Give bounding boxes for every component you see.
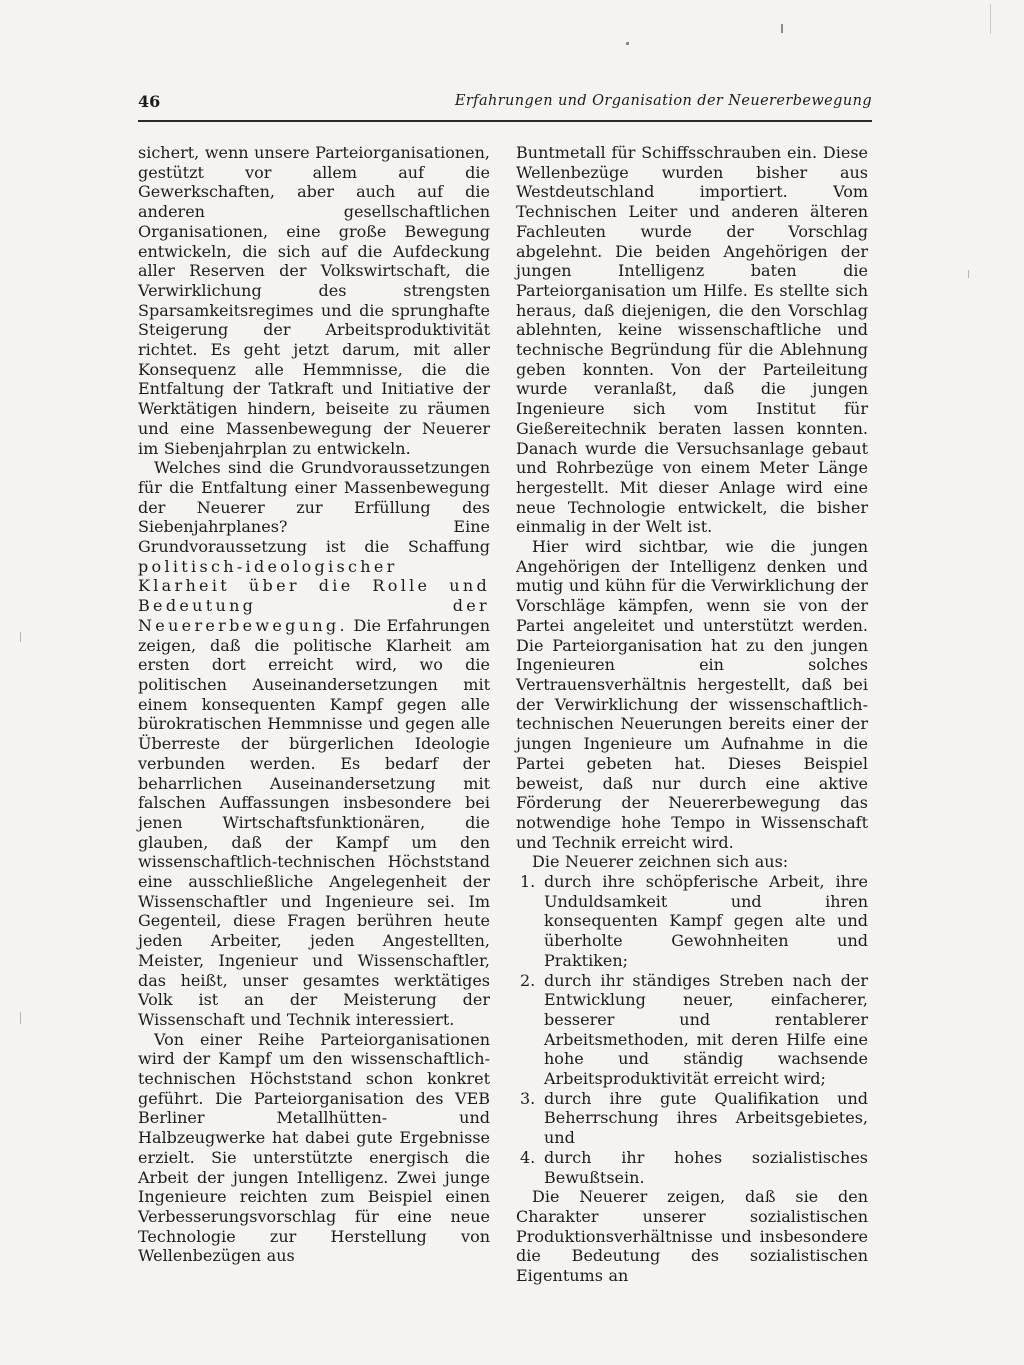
paragraph: sichert, wenn unsere Parteiorganisationen, gestützt vor allem auf die Gewerkschaften, aber auch auf die anderen gesellschaftlichen Organisationen, eine große Bewegung entwickeln, die sich auf die Aufdeckung aller Reserven der Volkswirtschaft, die Verwirklichung des strengsten Sparsamkeitsregimes und die sprunghafte Steigerung der Arbeitsproduktivität richtet. Es geht jetzt darum, mit aller Konsequenz alle Hemmnisse, die die Entfaltung der Tatkraft und Initiative der Werktätigen hindern, beiseite zu räumen und eine Massenbewegung der Neuerer im Siebenjahrplan zu entwickeln. (138, 143, 490, 458)
emphasis-text: politisch-ideologischer Klarheit über die Rolle und Bedeutung der Neuererbewegung. (138, 556, 490, 635)
page-number: 46 (138, 92, 161, 111)
numbered-list (516, 872, 868, 1187)
list-item-text: durch ihre schöpferische Arbeit, ihre Unduldsamkeit und ihren konsequenten Kampf gegen alte und überholte Gewohnheiten und Praktiken; (544, 872, 868, 970)
list-number: 2. (520, 970, 536, 990)
list-number: 1. (520, 872, 536, 892)
list-number: 3. (520, 1088, 536, 1108)
scan-mark (20, 632, 21, 642)
list-item (516, 1089, 868, 1148)
list-item (516, 1148, 868, 1187)
list-number: 4. (520, 1147, 536, 1167)
paragraph-text: Die Erfahrungen zeigen, daß die politische Klarheit am ersten dort erreicht wird, wo die politischen Auseinandersetzungen mit einem konsequenten Kampf gegen alle bürokratischen Hemmnisse und gegen alle Überreste der bürgerlichen Ideologie verbunden werden. Es bedarf der beharrlichen Auseinandersetzung mit falschen Auffassungen insbesondere bei jenen Wirtschaftsfunktionären, die glauben, daß der Kampf um den wissenschaftlich-technischen Höchststand eine ausschließliche Angelegenheit der Wissenschaftler und Ingenieure sei. Im Gegenteil, diese Fragen berühren heute jeden Arbeiter, jeden Angestellten, Meister, Ingenieur und Wissenschaftler, das heißt, unser gesamtes werktätiges Volk ist an der Meisterung der Wissenschaft und Technik interessiert. (138, 615, 490, 1029)
paragraph-text: Welches sind die Grundvoraussetzungen für die Entfaltung einer Massenbewegung der Neuerer zur Erfüllung des Siebenjahrplanes? Eine Grundvoraussetzung ist die Schaffung (138, 458, 490, 557)
paragraph: Hier wird sichtbar, wie die jungen Angehörigen der Intelligenz denken und mutig und kühn für die Verwirklichung der Vorschläge kämpfen, wenn sie von der Partei angeleitet und unterstützt werden. Die Parteiorganisation hat zu den jungen Ingenieuren ein solches Vertrauensverhältnis hergestellt, daß bei der Verwirklichung der wissenschaftlich-technischen Neuerungen bereits einer der jungen Ingenieure um Aufnahme in die Partei gebeten hat. Dieses Beispiel beweist, daß nur durch eine aktive Förderung der Neuererbewegung das notwendige hohe Tempo in Wissenschaft und Technik erreicht wird. (516, 537, 869, 852)
page-header (138, 90, 872, 122)
left-column (138, 143, 490, 1266)
list-item-text: durch ihr hohes sozialistisches Bewußtsein. (544, 1147, 868, 1187)
list-item (516, 872, 868, 971)
scan-mark (968, 270, 969, 278)
running-head: Erfahrungen und Organisation der Neuererbewegung (454, 93, 872, 109)
scan-mark (20, 1012, 21, 1024)
right-column (516, 143, 868, 1286)
paragraph (138, 458, 490, 1029)
paragraph: Buntmetall für Schiffsschrauben ein. Diese Wellenbezüge wurden bisher aus Westdeutschland importiert. Vom Technischen Leiter und anderen älteren Fachleuten wurde der Vorschlag abgelehnt. Die beiden Angehörigen der jungen Intelligenz baten die Parteiorganisation um Hilfe. Es stellte sich heraus, daß diejenigen, die den Vorschlag ablehnten, keine wissenschaftliche und technische Begründung für die Ablehnung geben konnten. Von der Parteileitung wurde veranlaßt, daß die jungen Ingenieure sich vom Institut für Gießereitechnik beraten lassen konnten. Danach wurde die Versuchsanlage gebaut und Rohrbezüge von einem Meter Länge hergestellt. Mit dieser Anlage wird eine neue Technologie entwickelt, die bisher einmalig in der Welt ist. (516, 143, 868, 537)
paragraph: Von einer Reihe Parteiorganisationen wird der Kampf um den wissenschaftlich-technischen Höchststand schon konkret geführt. Die Parteiorganisation des VEB Berliner Metallhütten- und Halbzeugwerke hat dabei gute Ergebnisse erzielt. Sie unterstützte energisch die Arbeit der jungen Intelligenz. Zwei junge Ingenieure reichten zum Beispiel einen Verbesserungsvorschlag für eine neue Technologie zur Herstellung von Wellenbezügen aus (138, 1029, 490, 1266)
list-item-text: durch ihr ständiges Streben nach der Entwicklung neuer, einfacherer, besserer und rentablerer Arbeitsmethoden, mit deren Hilfe eine hohe und ständig wachsende Arbeitsproduktivität erreicht wird; (544, 970, 868, 1089)
paragraph: Die Neuerer zeichnen sich aus: (532, 852, 789, 872)
paragraph: Die Neuerer zeigen, daß sie den Charakter unserer sozialistischen Produktionsverhältnisse und insbesondere die Bedeutung des sozialistischen Eigentums an (516, 1187, 868, 1286)
scan-mark (990, 4, 991, 34)
scan-mark (626, 42, 629, 45)
scan-mark (781, 24, 783, 33)
list-item (516, 971, 868, 1089)
list-item-text: durch ihre gute Qualifikation und Beherrschung ihres Arbeitsgebietes, und (544, 1088, 868, 1148)
